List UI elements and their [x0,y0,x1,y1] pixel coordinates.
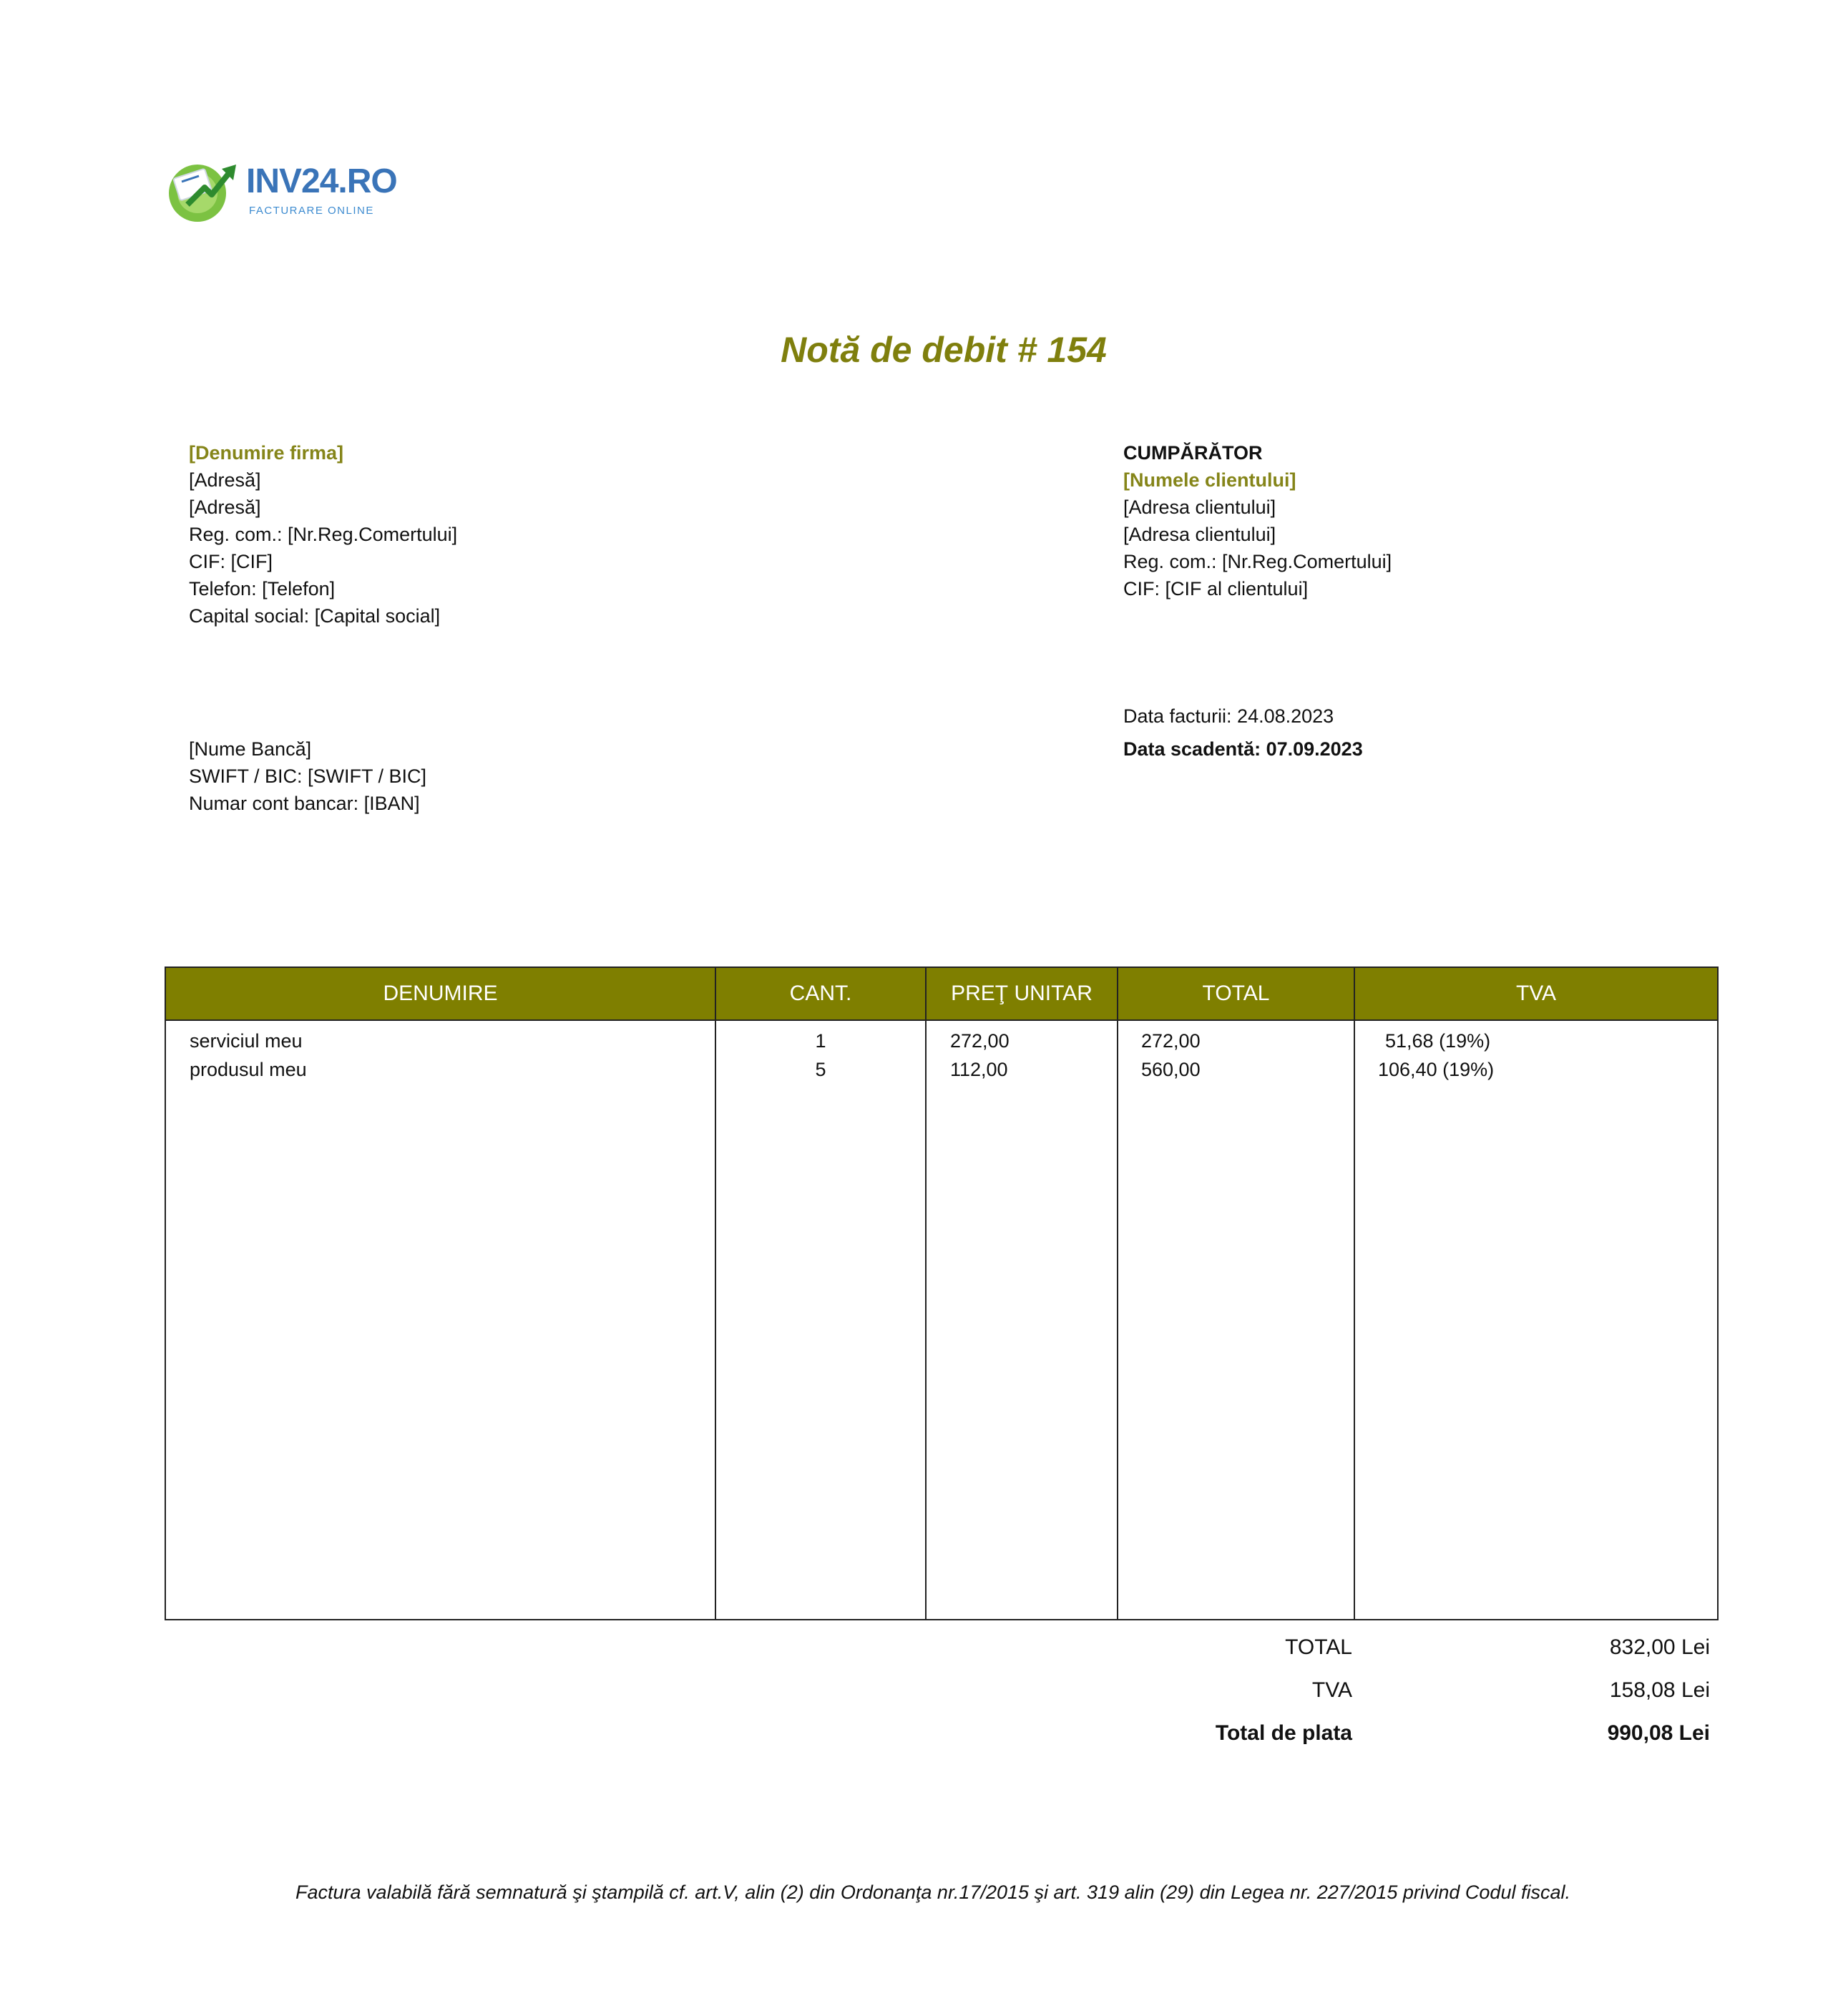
cell-item-name: serviciul meu [190,1030,303,1052]
cell-vat: 106,40 (19%) [1378,1059,1495,1080]
seller-address-1: [Adresă] [189,469,261,491]
table-body [165,1020,1718,1620]
cell-line-total: 272,00 [1141,1030,1201,1052]
header-denumire: DENUMIRE [165,967,715,1020]
legal-footer-note: Factura valabilă fără semnatură şi ştampilă cf. art.V, alin (2) din Ordonanţa nr.17/2015 şi art. 319 alin (29) din Legea nr. 227/2015 privind Codul fiscal. [295,1882,1570,1903]
logo [166,155,402,226]
seller-phone: Telefon: [Telefon] [189,578,336,600]
header-pret-unitar: PREŢ UNITAR [926,967,1118,1020]
buyer-address-2: [Adresa clientului] [1123,524,1276,545]
buyer-block [1123,439,1392,602]
bank-iban: Numar cont bancar: [IBAN] [189,793,420,814]
header-cant: CANT. [715,967,926,1020]
bank-swift: SWIFT / BIC: [SWIFT / BIC] [189,765,427,787]
cell-quantity: 5 [815,1059,826,1080]
buyer-address-1: [Adresa clientului] [1123,496,1276,518]
grand-total-row [1145,1716,1710,1758]
column-total [1118,1020,1354,1620]
items-table [165,967,1719,1620]
seller-address-2: [Adresă] [189,496,261,518]
subtotal-label: TOTAL [1285,1635,1352,1659]
buyer-heading: CUMPĂRĂTOR [1123,442,1263,464]
column-denumire [165,1020,715,1620]
dates-block [1123,703,1363,763]
column-cant [715,1020,926,1620]
cell-unit-price: 112,00 [950,1059,1008,1080]
cell-quantity: 1 [815,1030,826,1052]
logo-arrow-icon [166,157,240,223]
subtotal-value: 832,00 Lei [1609,1635,1710,1659]
logo-wordmark: INV24.RO [246,162,397,200]
table-header-row [165,967,1718,1020]
header-tva: TVA [1354,967,1718,1020]
logo-tagline: FACTURARE ONLINE [249,205,374,217]
grand-total-label: Total de plata [1215,1721,1352,1745]
seller-capital: Capital social: [Capital social] [189,605,441,627]
seller-reg-com: Reg. com.: [Nr.Reg.Comertului] [189,524,458,545]
due-date: Data scadentă: 07.09.2023 [1123,738,1363,760]
totals-block [1145,1630,1710,1758]
buyer-cif: CIF: [CIF al clientului] [1123,578,1309,600]
vat-total-value: 158,08 Lei [1609,1678,1710,1702]
bank-name: [Nume Bancă] [189,738,312,760]
vat-total-row [1145,1673,1710,1716]
grand-total-value: 990,08 Lei [1607,1721,1710,1745]
document-title: Notă de debit # 154 [781,330,1107,370]
seller-name: [Denumire firma] [189,442,344,464]
cell-item-name: produsul meu [190,1059,307,1080]
buyer-reg-com: Reg. com.: [Nr.Reg.Comertului] [1123,551,1392,572]
cell-vat: 51,68 (19%) [1385,1030,1491,1052]
column-pret-unitar [926,1020,1118,1620]
seller-cif: CIF: [CIF] [189,551,273,572]
cell-unit-price: 272,00 [950,1030,1010,1052]
header-total: TOTAL [1118,967,1354,1020]
seller-block [189,439,457,630]
buyer-name: [Numele clientului] [1123,469,1296,491]
column-tva [1354,1020,1718,1620]
subtotal-row [1145,1630,1710,1673]
vat-total-label: TVA [1311,1678,1352,1702]
bank-block [189,735,426,817]
cell-line-total: 560,00 [1141,1059,1201,1080]
invoice-date: Data facturii: 24.08.2023 [1123,705,1334,727]
